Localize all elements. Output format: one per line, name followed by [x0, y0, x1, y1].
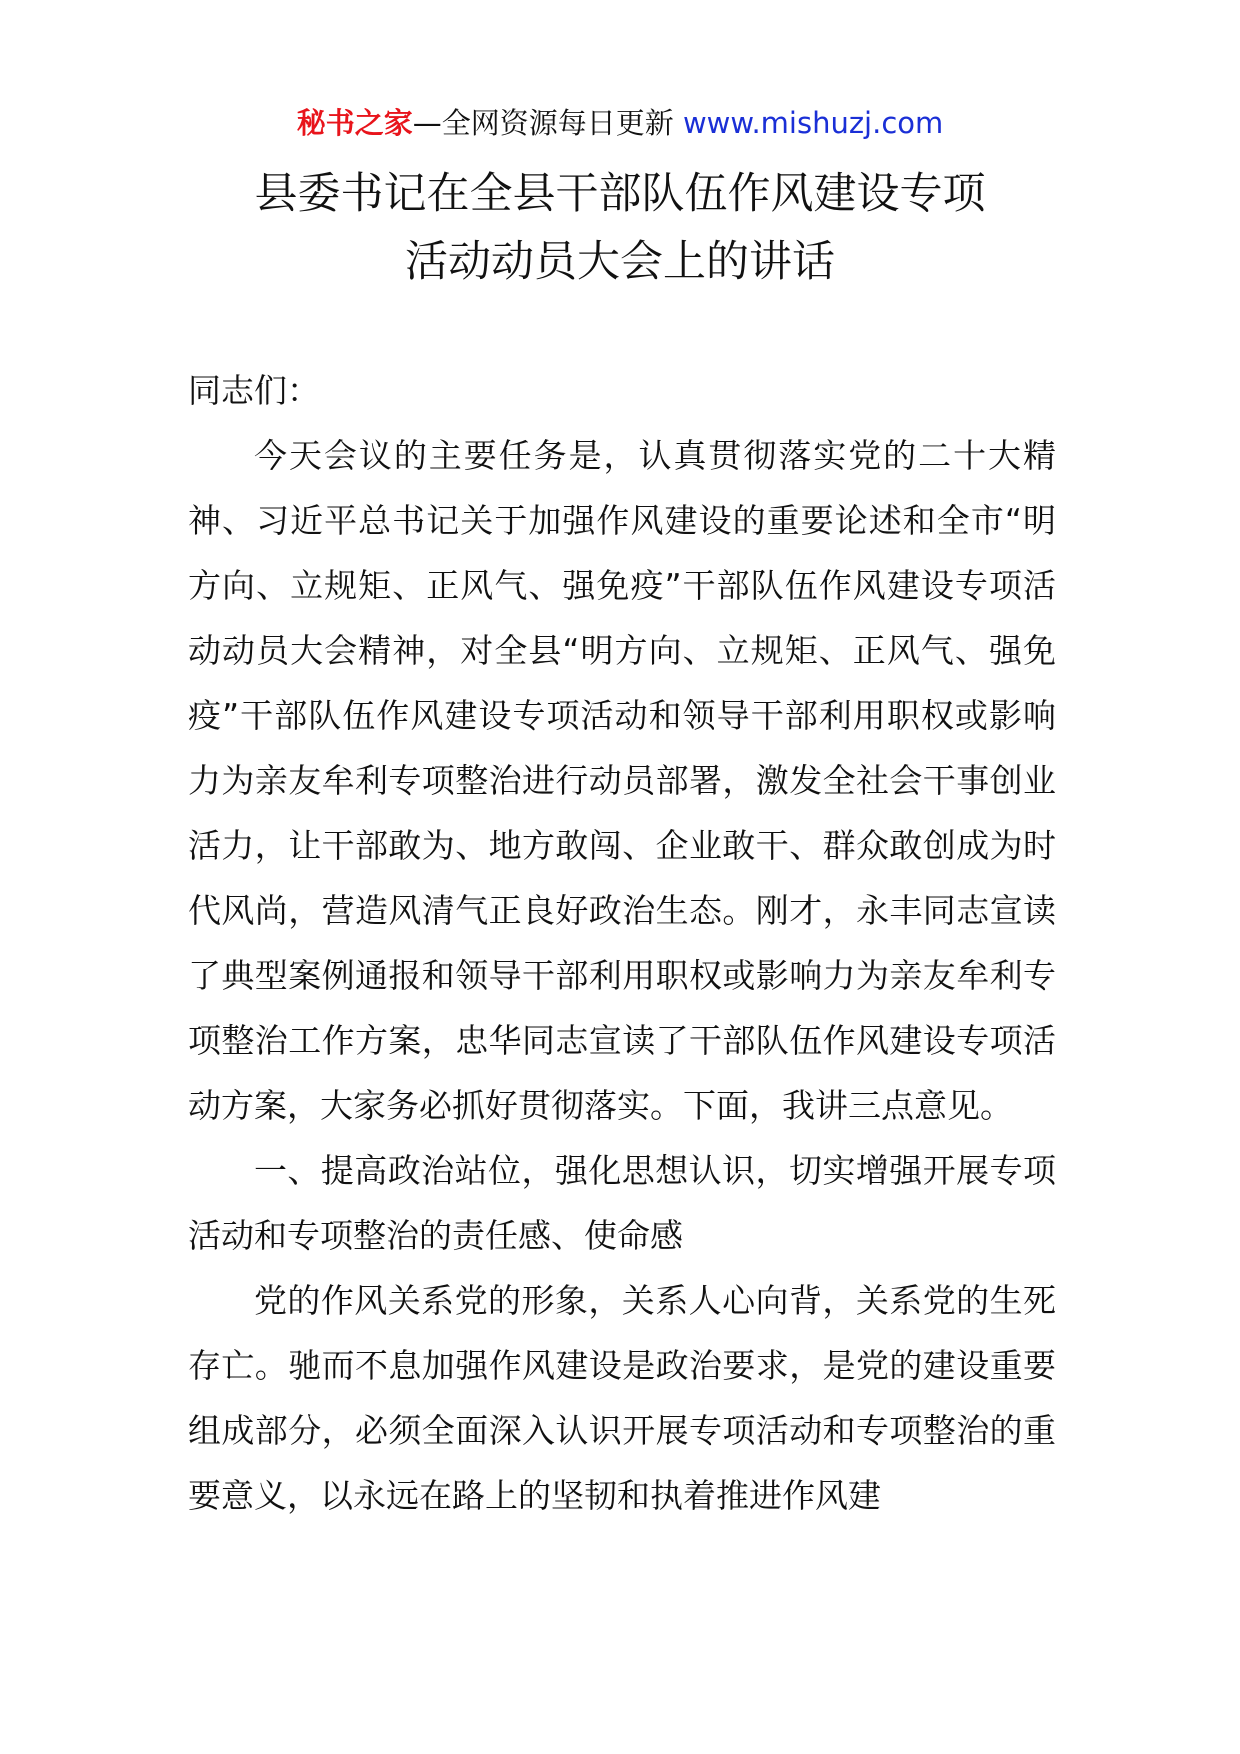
- banner-url: www.mishuzj.com: [682, 106, 944, 140]
- document-title: [0, 160, 1240, 296]
- banner-tagline: —全网资源每日更新: [412, 106, 683, 140]
- title-line-2: 活动动员大会上的讲话: [405, 237, 835, 287]
- section-1-heading: 一、提高政治站位，强化思想认识，切实增强开展专项活动和专项整治的责任感、使命感: [188, 1151, 1056, 1255]
- banner-brand: 秘书之家: [296, 106, 413, 140]
- watermark-banner: [0, 100, 1240, 146]
- salutation: 同志们：: [188, 371, 320, 410]
- paragraph-opening: 今天会议的主要任务是，认真贯彻落实党的二十大精神、习近平总书记关于加强作风建设的重要论述和全市“明方向、立规矩、正风气、强免疫”干部队伍作风建设专项活动动员大会精神，对全县“明方向、立规矩、正风气、强免疫”干部队伍作风建设专项活动和领导干部利用职权或影响力为亲友牟利专项整治进行动员部署，激发全社会干事创业活力，让干部敢为、地方敢闯、企业敢干、群众敢创成为时代风尚，营造风清气正良好政治生态。刚才，永丰同志宣读了典型案例通报和领导干部利用职权或影响力为亲友牟利专项整治工作方案，忠华同志宣读了干部队伍作风建设专项活动方案，大家务必抓好贯彻落实。下面，我讲三点意见。: [188, 436, 1056, 1125]
- document-body: [188, 358, 1056, 1528]
- title-line-1: 县委书记在全县干部队伍作风建设专项: [254, 169, 986, 219]
- section-1-paragraph: 党的作风关系党的形象，关系人心向背，关系党的生死存亡。驰而不息加强作风建设是政治要求，是党的建设重要组成部分，必须全面深入认识开展专项活动和专项整治的重要意义，以永远在路上的坚韧和执着推进作风建: [188, 1281, 1056, 1515]
